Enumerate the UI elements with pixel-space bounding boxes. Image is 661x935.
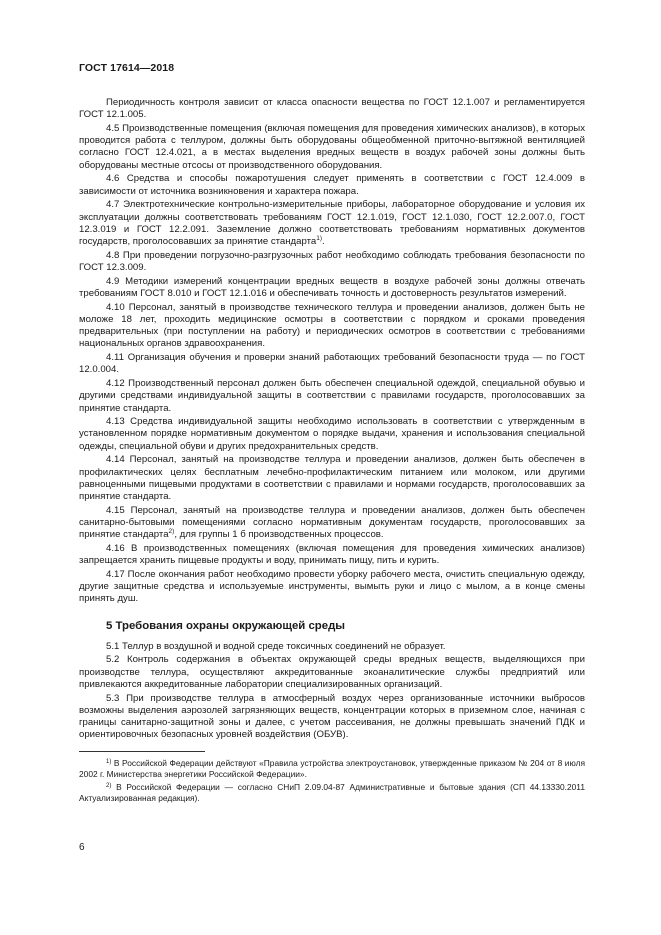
paragraph-5-2: 5.2 Контроль содержания в объектах окружающей среды вредных веществ, выделяющихся при производстве теллура, осуществляют аккредитованные экоаналитические службы предприятий или привлекаются аккредитованные лаборатории специализированных организаций. (79, 654, 585, 690)
paragraph-4-11: 4.11 Организация обучения и проверки знаний работающих требований безопасности труда — по ГОСТ 12.0.004. (79, 352, 585, 376)
paragraph-4-7: 4.7 Электротехнические контрольно-измерительные приборы, лабораторное оборудование и условия их эксплуатации должны соответствовать требованиям ГОСТ 12.1.019, ГОСТ 12.1.030, ГОСТ 12.2.007.0, ГОСТ 12.3.019 и ГОСТ 12.2.091. Заземление должно соответствовать требованиям нормативных документов государств, проголосовавших за принятие стандарта$^{1)}$. (79, 199, 585, 248)
paragraph-4-15: 4.15 Персонал, занятый на производстве теллура и проведении анализов, должен быть обеспечен санитарно-бытовыми помещениями согласно нормативным документам государств, проголосовавших за принятие стандарта$^{2)}$, для группы 1 б производственных процессов. (79, 504, 585, 541)
footnote-2-marker: 2) (106, 783, 112, 790)
paragraph-4-6: 4.6 Средства и способы пожаротушения следует применять в соответствии с ГОСТ 12.4.009 в зависимости от источника возникновения и характера пожара. (79, 173, 585, 197)
paragraph-5-1: 5.1 Теллур в воздушной и водной среде токсичных соединений не образует. (106, 640, 446, 652)
footnote-ref-2: 2) (168, 528, 175, 536)
page-number: 6 (79, 842, 85, 853)
paragraph-4-8: 4.8 При проведении погрузочно-разгрузочных работ необходимо соблюдать требования безопасности по ГОСТ 12.3.009. (79, 249, 585, 274)
paragraph-4-16: 4.16 В производственных помещениях (включая помещения для проведения химических анализов) запрещается хранить пищевые продукты и воду, принимать пищу, пить и курить. (79, 542, 585, 567)
paragraph-5-3: 5.3 При производстве теллура в атмосферный воздух через организованные источники выбросов возможны выделения аэрозолей загрязняющих веществ, концентрации которых в приземном слое, начиная с границы санитарно-защитной зоны и далее, с учетом рассеивания, не должны превышать значений ПДК и ориентировочных безопасных уровней воздействия (ОБУВ). (79, 692, 585, 741)
footnote-divider (79, 751, 205, 752)
footnote-1-marker: 1) (106, 758, 112, 765)
footnote-ref-1: 1) (316, 235, 323, 243)
page-content (79, 97, 585, 807)
section-title-5: 5 Требования охраны окружающей среды (106, 619, 346, 632)
paragraph-4-5: 4.5 Производственные помещения (включая помещения для проведения химических анализов), в которых проводится работа с теллуром, должны быть оборудованы общеобменной приточно-вытяжной вентиляцией согласно ГОСТ 12.4.021, а в местах выделения вредных веществ в воздух рабочей зоны должны быть оборудованы местные отсосы от производственного оборудования. (79, 122, 585, 171)
paragraph-4-13: 4.13 Средства индивидуальной защиты необходимо использовать в соответствии с утвержденным в установленном порядке нормативным документом о порядке выдачи, хранения и использования специальной одежды, специальной обуви и других предохранительных средств. (79, 416, 585, 452)
document-code-header: ГОСТ 17614—2018 (79, 62, 175, 74)
paragraph-4-10: 4.10 Персонал, занятый в производстве технического теллура и проведении анализов, должен быть не моложе 18 лет, проходить медицинские осмотры в соответствии с порядком и сроками проведения предварительных (при поступлении на работу) и периодических осмотров в соответствии с требованиями национальных органов здравоохранения. (79, 301, 585, 350)
paragraph-4-17: 4.17 После окончания работ необходимо провести уборку рабочего места, очистить специальную одежду, другие защитные средства и используемые инструменты, вымыть руки и лицо с мылом, а в конце смены принять душ. (79, 568, 585, 605)
footnote-1: $^{1)}$ В Российской Федерации действуют «Правила устройства электроустановок, утвержденные приказом № 204 от 8 июля 2002 г. Министерства энергетики Российской Федерации». (79, 757, 585, 779)
paragraph-4-9: 4.9 Методики измерений концентрации вредных веществ в воздухе рабочей зоны должны отвечать требованиям ГОСТ 8.010 и ГОСТ 12.1.016 и обеспечивать точность и достоверность результатов измерений. (79, 275, 585, 299)
paragraph-4-12: 4.12 Производственный персонал должен быть обеспечен специальной одеждой, специальной обувью и другими средствами индивидуальной защиты в соответствии с правилами государств, проголосовавших за принятие стандарта. (79, 377, 585, 414)
paragraph-4-14: 4.14 Персонал, занятый на производстве теллура и проведении анализов, должен быть обеспечен в профилактических целях бесплатным лечебно-профилактическим питанием или молоком, или другими равноценными пищевыми продуктами в соответствии с правилами и нормами государств, проголосовавших за принятие стандарта. (79, 454, 585, 503)
paragraph-periodicity: Периодичность контроля зависит от класса опасности вещества по ГОСТ 12.1.007 и регламентируется ГОСТ 12.1.005. (79, 97, 585, 121)
footnote-2: $^{2)}$ В Российской Федерации — согласно СНиП 2.09.04-87 Административные и бытовые здания (СП 44.13330.2011 Актуализированная редакция). (79, 782, 585, 804)
